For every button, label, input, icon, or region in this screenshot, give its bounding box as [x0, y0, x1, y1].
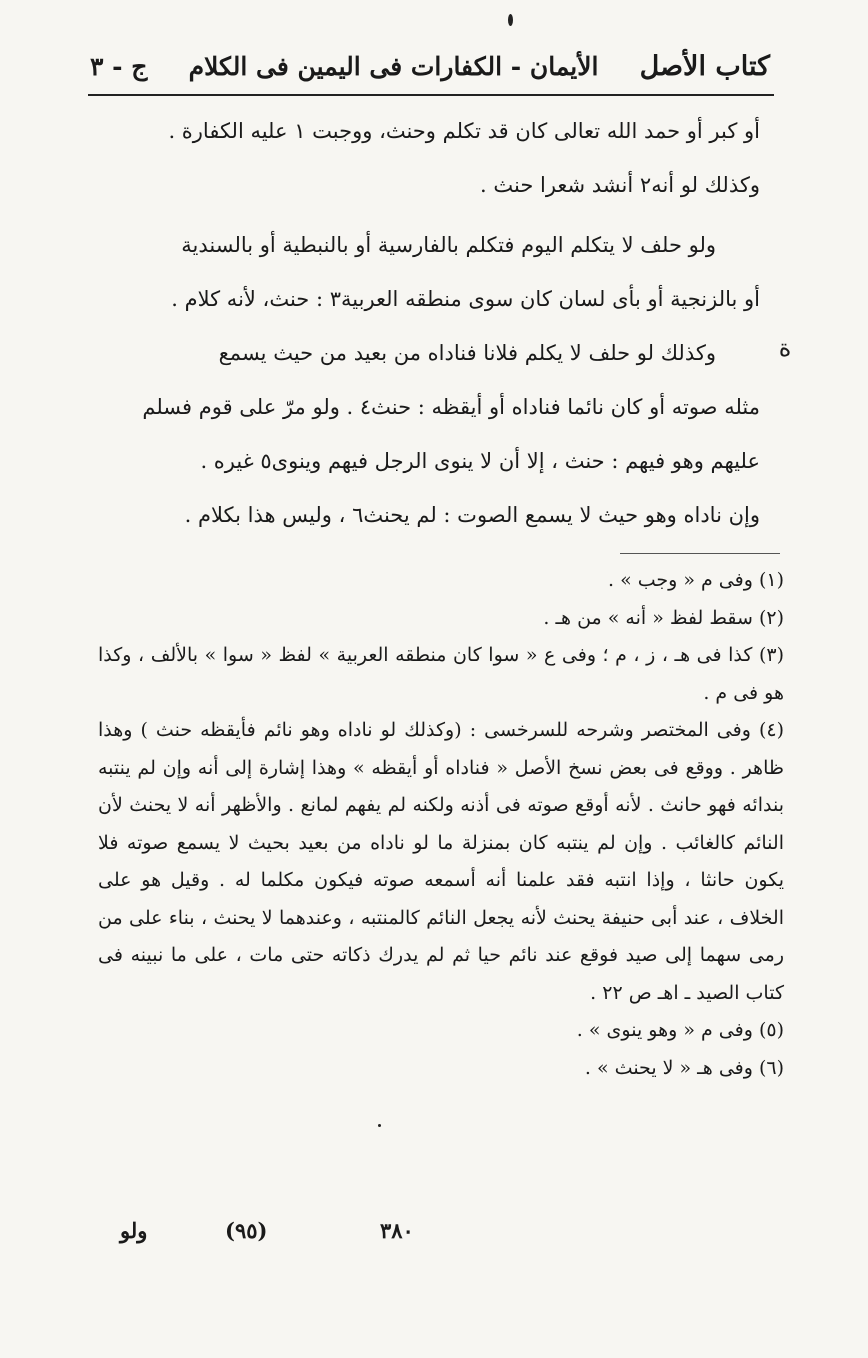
- text-line: وكذلك لو أنه٢ أنشد شعرا حنث .: [480, 173, 760, 197]
- footnotes: [98, 562, 784, 1087]
- text-line: وإن ناداه وهو حيث لا يسمع الصوت : لم يحنث٦ ، وليس هذا بكلام .: [184, 503, 760, 527]
- page-number: ٣٨٠: [380, 1218, 414, 1243]
- text-line: عليهم وهو فيهم : حنث ، إلا أن لا ينوى الرجل فيهم وينوى٥ غيره .: [200, 449, 760, 473]
- book-title: كتاب الأصل: [639, 50, 770, 82]
- running-header: [90, 40, 770, 92]
- text-line: أو كبر أو حمد الله تعالى كان قد تكلم وحنث، ووجبت ١ عليه الكفارة .: [168, 119, 760, 143]
- footnote: (٣) كذا فى هـ ، ز ، م ؛ وفى ع « سوا كان منطقه العربية » لفظ « سوا » بالألف ، وكذا هو فى م .: [98, 644, 784, 704]
- ink-speck: [508, 14, 513, 26]
- catchword: ولو: [120, 1218, 148, 1243]
- text-line: مثله صوته أو كان نائما فناداه أو أيقظه : حنث٤ . ولو مرّ على قوم فسلم: [142, 395, 760, 419]
- header-rule: [88, 94, 774, 96]
- original-page-number: (٩٥): [225, 1218, 268, 1243]
- main-text: [100, 104, 760, 542]
- footnote: (٢) سقط لفظ « أنه » من هـ .: [543, 606, 784, 629]
- text-line: وكذلك لو حلف لا يكلم فلانا فناداه من بعيد من حيث يسمع: [218, 341, 716, 365]
- text-line: أو بالزنجية أو بأى لسان كان سوى منطقه العربية٣ : حنث، لأنه كلام .: [171, 287, 760, 311]
- footnote: (٥) وفى م « وهو ينوى » .: [576, 1019, 784, 1041]
- footnote-separator: [620, 553, 780, 554]
- margin-marker: ة: [778, 334, 792, 362]
- footnote: (١) وفى م « وجب » .: [607, 569, 784, 591]
- chapter-title: الأيمان - الكفارات فى اليمين فى الكلام: [188, 51, 599, 81]
- footnote: (٦) وفى هـ « لا يحنث » .: [584, 1056, 784, 1079]
- page-footer: [100, 1218, 760, 1258]
- volume-number: ج - ٣: [90, 51, 148, 81]
- ink-speck: [378, 1124, 381, 1127]
- footnote: (٤) وفى المختصر وشرحه للسرخسى : (وكذلك لو ناداه وهو نائم فأيقظه حنث ) وهذا ظاهر . ووقع فى بعض نسخ الأصل « فناداه أو أيقظه » وهذا إشارة إلى أنه وإن لم ينتبه بندائه فهو حانث . لأنه أوقع صوته فى أذنه ولكنه لم يفهم لمانع . والأظهر أنه لا يحنث لأن النائم كالغائب . وإن لم ينتبه كان بمنزلة ما لو ناداه من بعيد بحيث لا يسمع صوته فلا يكون حانثا ، وإذا انتبه فقد علمنا أنه أسمعه صوته فيكون مكلما له . وقيل هو على الخلاف ، عند أبى حنيفة يحنث لأنه يجعل النائم كالمنتبه ، وعندهما لا يحنث ، بناء على من رمى سهما إلى صيد فوقع عند نائم حيا ثم لم يدرك ذكاته حتى مات ، على ما نبينه فى كتاب الصيد ـ اهـ ص ٢٢ .: [98, 719, 784, 1004]
- text-line: ولو حلف لا يتكلم اليوم فتكلم بالفارسية أو بالنبطية أو بالسندية: [181, 233, 716, 257]
